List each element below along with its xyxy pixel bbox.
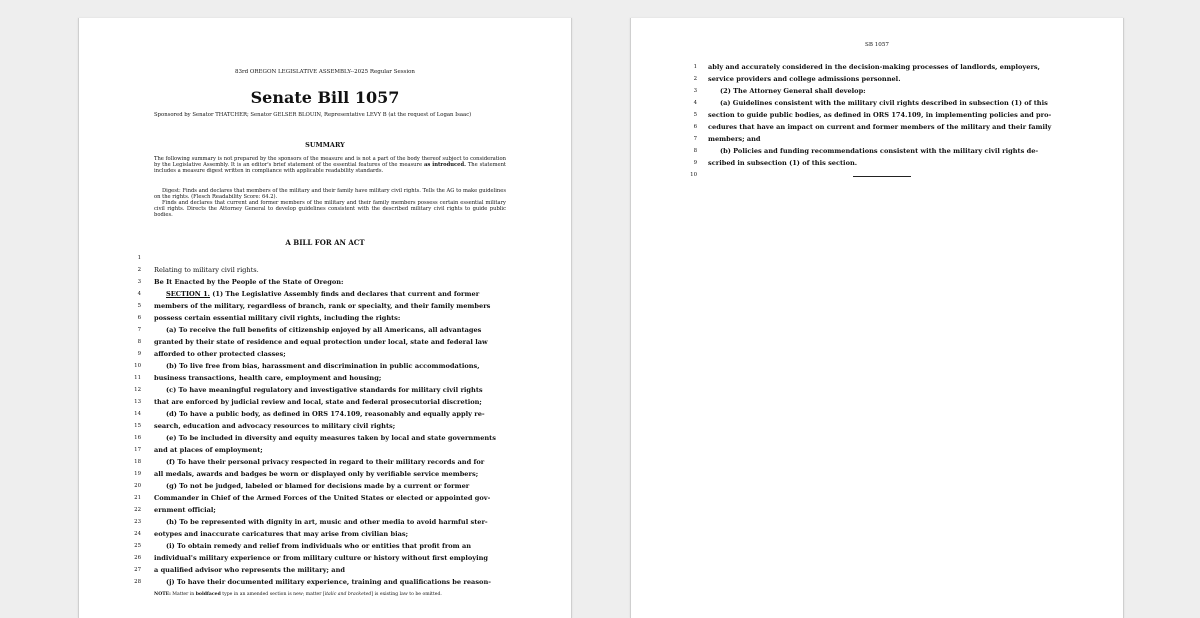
bill-line: 22 ernment official; [134,506,216,514]
bill-line: 23 (h) To be represented with dignity in art, music and other media to avoid harmful ster- [134,518,488,526]
bill-line: 5 section to guide public bodies, as defined in ORS 174.109, in implementing policies and pro- [693,111,1052,119]
bill-line: 12 (c) To have meaningful regulatory and investigative standards for military civil rights [134,386,483,394]
bill-line: 10 [690,172,697,178]
bill-line: 8 granted by their state of residence and equal protection under local, state and federal law [137,338,488,346]
digest-paragraph: Finds and declares that current and former members of the military and their family members possess certain essential military civil rights. Directs the Attorney General to develop guidelines consistent with the described military civil rights to guide public bodies. [154,200,506,219]
bill-title: Senate Bill 1057 [250,88,400,107]
bill-line: 21 Commander in Chief of the Armed Forces of the United States or elected or appointed gov- [134,494,491,502]
bill-line: 11 business transactions, health care, employment and housing; [134,374,382,382]
page-header: SB 1057 [865,42,889,48]
bill-line: 14 (d) To have a public body, as defined in ORS 174.109, reasonably and equally apply re- [134,410,485,418]
bill-line: 24 eotypes and inaccurate caricatures that may arise from civilian bias; [134,530,409,538]
bill-line: 26 individual's military experience or from military culture or history without first employing [134,554,488,562]
bill-line: 18 (f) To have their personal privacy respected in regard to their military records and for [134,458,485,466]
document-page-2 [630,18,1124,618]
bill-line: 3 (2) The Attorney General shall develop: [693,87,866,95]
bill-line: 27 a qualified advisor who represents the military; and [134,566,345,574]
footnote: NOTE: Matter in boldfaced type in an amended section is new; matter [italic and bracketed] is existing law to be omitted. [154,592,442,597]
bill-line: 9 scribed in subsection (1) of this section. [693,159,858,167]
bill-line: 10 (b) To live free from bias, harassment and discrimination in public accommodations, [134,362,480,370]
act-heading: A BILL FOR AN ACT [285,238,365,247]
section-label: SECTION 1. [166,290,210,298]
digest [154,188,506,218]
digest-paragraph: Digest: Finds and declares that members of the military and their family have military civil rights. Tells the AG to make guidelines on the rights. (Flesch Readability Score: 64.2). [154,188,506,201]
summary-text: The following summary is not prepared by the sponsors of the measure and is not a part of the body thereof subject to consideration by the Legislative Assembly. It is an editor's brief statement of the essential features of the measure as introduced. The statement includes a measure digest written in compliance with applicable readability standards. [154,156,507,175]
bill-line: 4 SECTION 1. (1) The Legislative Assembly finds and declares that current and former [137,290,480,298]
bill-line: 2 service providers and college admissions personnel. [693,75,901,83]
bill-line: 16 (e) To be included in diversity and equity measures taken by local and state governments [134,434,496,442]
bill-line: 8 (b) Policies and funding recommendations consistent with the military civil rights de- [693,147,1039,155]
session-header: 83rd OREGON LEGISLATIVE ASSEMBLY--2025 Regular Session [235,69,415,75]
bill-line: 15 search, education and advocacy resources to military civil rights; [134,422,396,430]
bill-line: 3 Be It Enacted by the People of the State of Oregon: [137,278,344,286]
bill-line: 28 (j) To have their documented military experience, training and qualifications be reason- [134,578,491,586]
bill-line: 2 Relating to military civil rights. [137,266,259,274]
bill-line: 5 members of the military, regardless of branch, rank or specialty, and their family members [137,302,491,310]
bill-line: 7 (a) To receive the full benefits of citizenship enjoyed by all Americans, all advantages [137,326,482,334]
bill-line: 9 afforded to other protected classes; [137,350,286,358]
bill-line: 7 members; and [693,135,761,143]
bill-line: 20 (g) To not be judged, labeled or blamed for decisions made by a current or former [134,482,470,490]
document-page-1 [78,18,572,618]
bill-line: 4 (a) Guidelines consistent with the military civil rights described in subsection (1) of this [693,99,1048,107]
sponsors-line: Sponsored by Senator THATCHER; Senator GELSER BLOUIN, Representative LEVY B (at the request of Logan Isaac) [154,112,472,118]
bill-line: 1 ably and accurately considered in the decision-making processes of landlords, employers, [693,63,1040,71]
bill-line: 17 and at places of employment; [134,446,263,454]
bill-line: 6 cedures that have an impact on current and former members of the military and their family [693,123,1052,131]
summary-heading: SUMMARY [305,141,345,149]
bill-line: 25 (i) To obtain remedy and relief from individuals who or entities that profit from an [134,542,472,550]
bill-line: 13 that are enforced by judicial review and local, state and federal prosecutorial discretion; [134,398,482,406]
bill-line: 1 [137,255,141,261]
bill-line: 19 all medals, awards and badges be worn or displayed only by verifiable service members; [134,470,479,478]
bill-line: 6 possess certain essential military civil rights, including the rights: [137,314,401,322]
end-of-bill-rule [853,176,911,177]
